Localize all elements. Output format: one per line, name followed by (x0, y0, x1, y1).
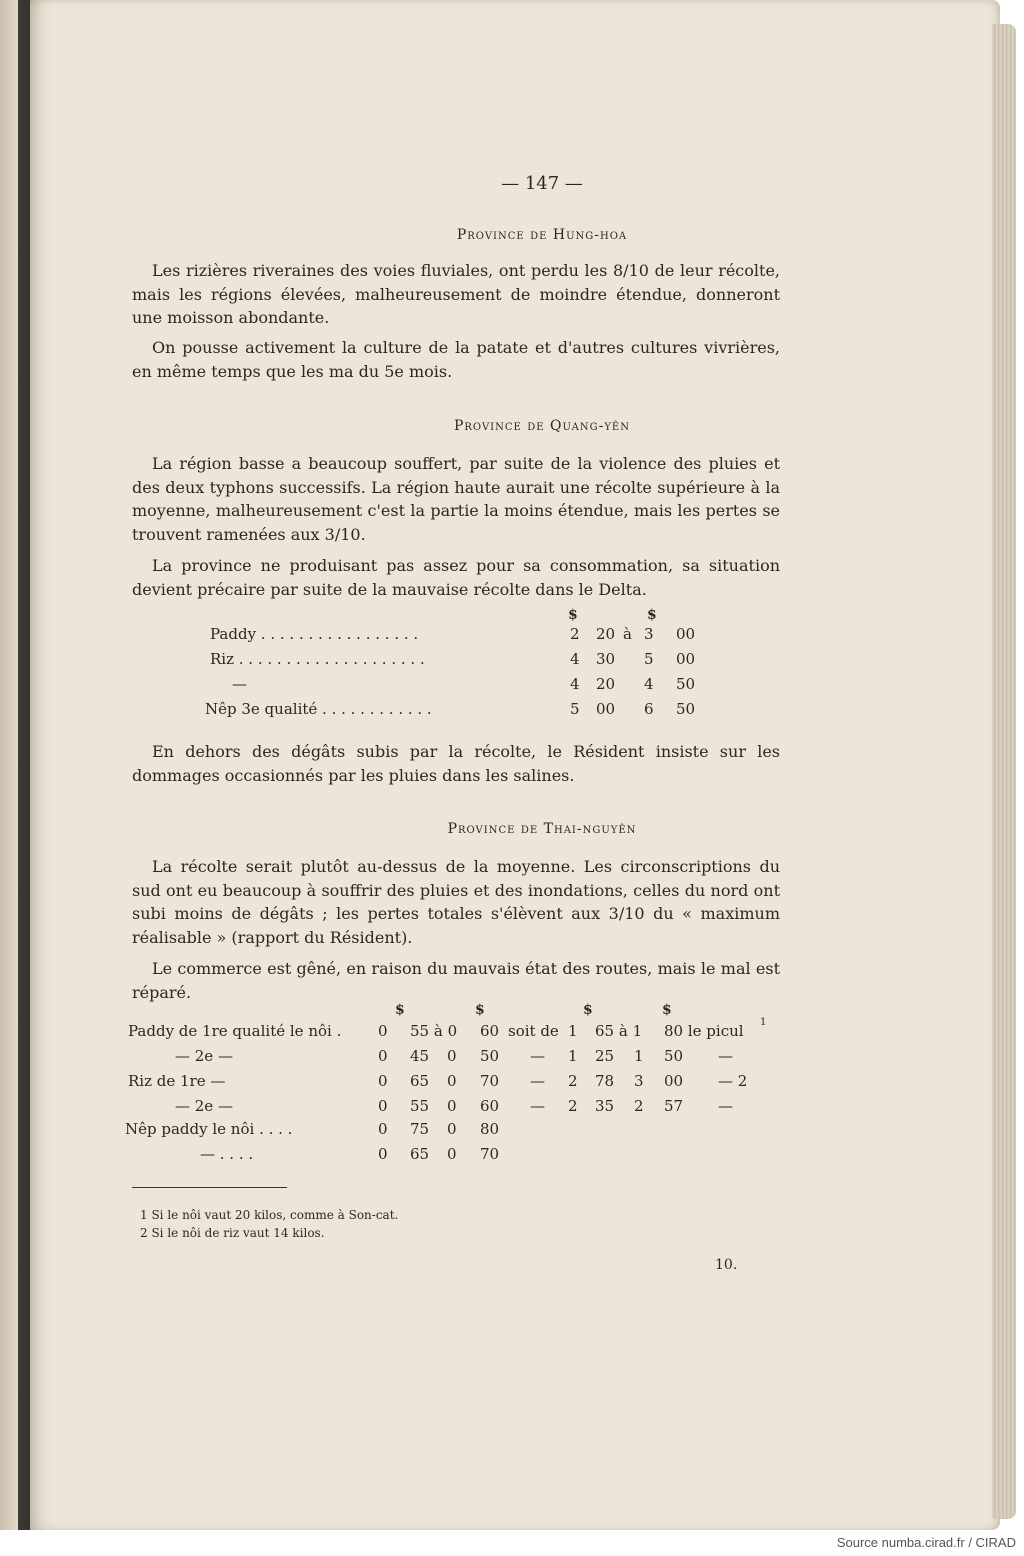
value: 0 (378, 1072, 388, 1090)
heading-thai-nguyen: Province de Thai-nguyên (447, 821, 637, 837)
row-label: Nêp 3e qualité . . . . . . . . . . . . (205, 700, 432, 718)
paragraph: La province ne produisant pas assez pour sa consommation, sa situation devient précaire par suite de la mauvaise récolte dans le Delta. (132, 556, 780, 599)
value: — (718, 1047, 733, 1065)
connector: — (530, 1097, 545, 1115)
value: 20 (596, 625, 616, 643)
value: 2 (568, 1072, 578, 1090)
value: 0 (447, 1120, 457, 1138)
currency-symbol: $ (568, 607, 578, 623)
value: 50 (664, 1047, 684, 1065)
value: 70 (480, 1072, 500, 1090)
value: 55 à 0 (410, 1022, 458, 1040)
value: 65 (410, 1145, 430, 1163)
row-label: — . . . . (200, 1145, 254, 1163)
value: 4 (570, 650, 580, 668)
separator: à (623, 625, 632, 643)
connector: — (530, 1047, 545, 1065)
value: 80 (480, 1120, 500, 1138)
row-label: Riz de 1re — (128, 1072, 226, 1090)
value: 0 (378, 1022, 388, 1040)
source-credit: Source numba.cirad.fr / CIRAD (836, 1535, 1016, 1550)
value: 1 (568, 1047, 578, 1065)
value: 65 (410, 1072, 430, 1090)
value: 0 (447, 1047, 457, 1065)
row-label: — 2e — (175, 1047, 233, 1065)
value: 5 (570, 700, 580, 718)
book-spine (18, 0, 30, 1530)
row-label: Paddy de 1re qualité le nôi . (128, 1022, 342, 1040)
value: 55 (410, 1097, 430, 1115)
paragraph: Les rizières riveraines des voies fluviales, ont perdu les 8/10 de leur récolte, mais les régions élevées, malheureusement de moindre étendue, donneront une moisson abondante. (132, 261, 780, 327)
value: 0 (447, 1072, 457, 1090)
paragraph: La récolte serait plutôt au-dessus de la moyenne. Les circonscriptions du sud ont eu beaucoup à souffrir des pluies et des inondations, celles du nord ont subi moins de dégâts ; les pertes totales s'élèvent aux 3/10 du « maximum réalisable » (rapport du Résident). (132, 857, 780, 947)
value: 4 (644, 675, 654, 693)
value: 20 (596, 675, 616, 693)
value: 2 (568, 1097, 578, 1115)
currency-symbol: $ (662, 1002, 672, 1018)
value: 60 (480, 1097, 500, 1115)
value: 3 (644, 625, 654, 643)
paragraph: Le commerce est gêné, en raison du mauvais état des routes, mais le mal est réparé. (132, 959, 780, 1002)
value: 6 (644, 700, 654, 718)
value: 50 (676, 700, 696, 718)
value: 45 (410, 1047, 430, 1065)
value: 0 (378, 1145, 388, 1163)
value: — (718, 1097, 733, 1115)
value: 60 (480, 1022, 500, 1040)
signature-mark: 10. (715, 1257, 738, 1273)
value: 0 (378, 1097, 388, 1115)
value: 70 (480, 1145, 500, 1163)
page-edges (992, 24, 1016, 1519)
value: 0 (447, 1145, 457, 1163)
paragraph: En dehors des dégâts subis par la récolte, le Résident insiste sur les dommages occasionnés par les pluies dans les salines. (132, 742, 780, 785)
value: 50 (676, 675, 696, 693)
currency-symbol: $ (475, 1002, 485, 1018)
value: 1 (568, 1022, 578, 1040)
value: 00 (664, 1072, 684, 1090)
currency-symbol: $ (647, 607, 657, 623)
footnote-ref: 1 (760, 1017, 767, 1028)
currency-symbol: $ (583, 1002, 593, 1018)
footnote: 1 Si le nôi vaut 20 kilos, comme à Son-cat. (140, 1208, 399, 1222)
value: 80 le picul (664, 1022, 744, 1040)
footnote-rule (132, 1187, 287, 1188)
row-label: — 2e — (175, 1097, 233, 1115)
row-label: — (232, 675, 247, 693)
value: 0 (378, 1120, 388, 1138)
row-label: Riz . . . . . . . . . . . . . . . . . . . . (210, 650, 425, 668)
row-label: Paddy . . . . . . . . . . . . . . . . . (210, 625, 419, 643)
page-number: — 147 — (501, 173, 583, 194)
row-label: Nêp paddy le nôi . . . . (125, 1120, 293, 1138)
value: 2 (570, 625, 580, 643)
value: 4 (570, 675, 580, 693)
value: 0 (447, 1097, 457, 1115)
value: 00 (596, 700, 616, 718)
value: — 2 (718, 1072, 748, 1090)
value: 2 (634, 1097, 644, 1115)
heading-quang-yen: Province de Quang-yên (453, 418, 630, 434)
value: 3 (634, 1072, 644, 1090)
value: 00 (676, 625, 696, 643)
value: 5 (644, 650, 654, 668)
value: 1 (634, 1047, 644, 1065)
connector: — (530, 1072, 545, 1090)
paragraph: La région basse a beaucoup souffert, par suite de la violence des pluies et des deux typhons successifs. La région haute aurait une récolte supérieure à la moyenne, malheureusement c'est la partie la moins étendue, mais les pertes se trouvent ramenées aux 3/10. (132, 454, 780, 544)
value: 35 (595, 1097, 615, 1115)
value: 65 à 1 (595, 1022, 643, 1040)
value: 75 (410, 1120, 430, 1138)
value: 00 (676, 650, 696, 668)
paragraph: On pousse activement la culture de la patate et d'autres cultures vivrières, en même temps que les ma du 5e mois. (132, 338, 780, 381)
value: 25 (595, 1047, 615, 1065)
footnote: 2 Si le nôi de riz vaut 14 kilos. (140, 1226, 325, 1240)
value: 50 (480, 1047, 500, 1065)
heading-hung-hoa: Province de Hung-hoa (456, 227, 628, 243)
value: 0 (378, 1047, 388, 1065)
currency-symbol: $ (395, 1002, 405, 1018)
value: 57 (664, 1097, 684, 1115)
value: 78 (595, 1072, 615, 1090)
connector: soit de (508, 1022, 559, 1040)
value: 30 (596, 650, 616, 668)
